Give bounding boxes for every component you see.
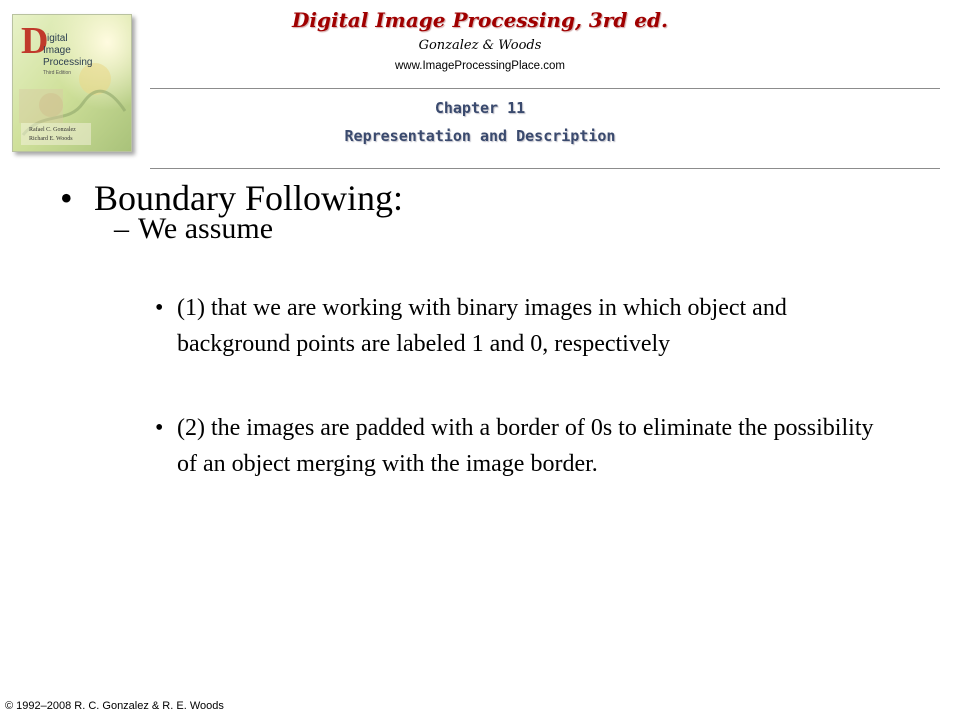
header-rule-top: [150, 88, 940, 89]
copyright-footer: © 1992–2008 R. C. Gonzalez & R. E. Woods: [5, 700, 224, 712]
header-rule-bottom: [150, 168, 940, 169]
heading-bullet: •: [60, 178, 73, 218]
list-item-text: (1) that we are working with binary images in which object and background points are labeled 1 and 0, respectively: [177, 295, 787, 357]
cover-edition: Third Edition: [43, 70, 72, 76]
authors: Gonzalez & Woods: [418, 38, 542, 53]
list-item-bullet: •: [155, 295, 164, 321]
cover-author1: Rafael C. Gonzalez: [29, 127, 76, 133]
book-cover: [12, 14, 132, 152]
cover-title-line1: igital: [47, 33, 68, 44]
chapter-title: Representation and Description: [344, 127, 616, 145]
list-item-text: (2) the images are padded with a border of 0s to eliminate the possibility of an object merging with the image border.: [177, 415, 874, 477]
heading-text: Boundary Following:: [94, 178, 404, 218]
website-link[interactable]: www.ImageProcessingPlace.com: [394, 60, 565, 72]
cover-initial: D: [21, 20, 49, 62]
list-item-bullet: •: [155, 415, 164, 441]
chapter-number: Chapter 11: [434, 99, 526, 117]
subheading-dash: –: [114, 212, 129, 245]
subheading-text: We assume: [138, 212, 274, 245]
book-title: Digital Image Processing, 3rd ed.: [292, 8, 668, 32]
cover-title-line2: Image: [43, 45, 71, 56]
cover-author2: Richard E. Woods: [29, 136, 73, 142]
cover-title-line3: Processing: [43, 57, 93, 68]
